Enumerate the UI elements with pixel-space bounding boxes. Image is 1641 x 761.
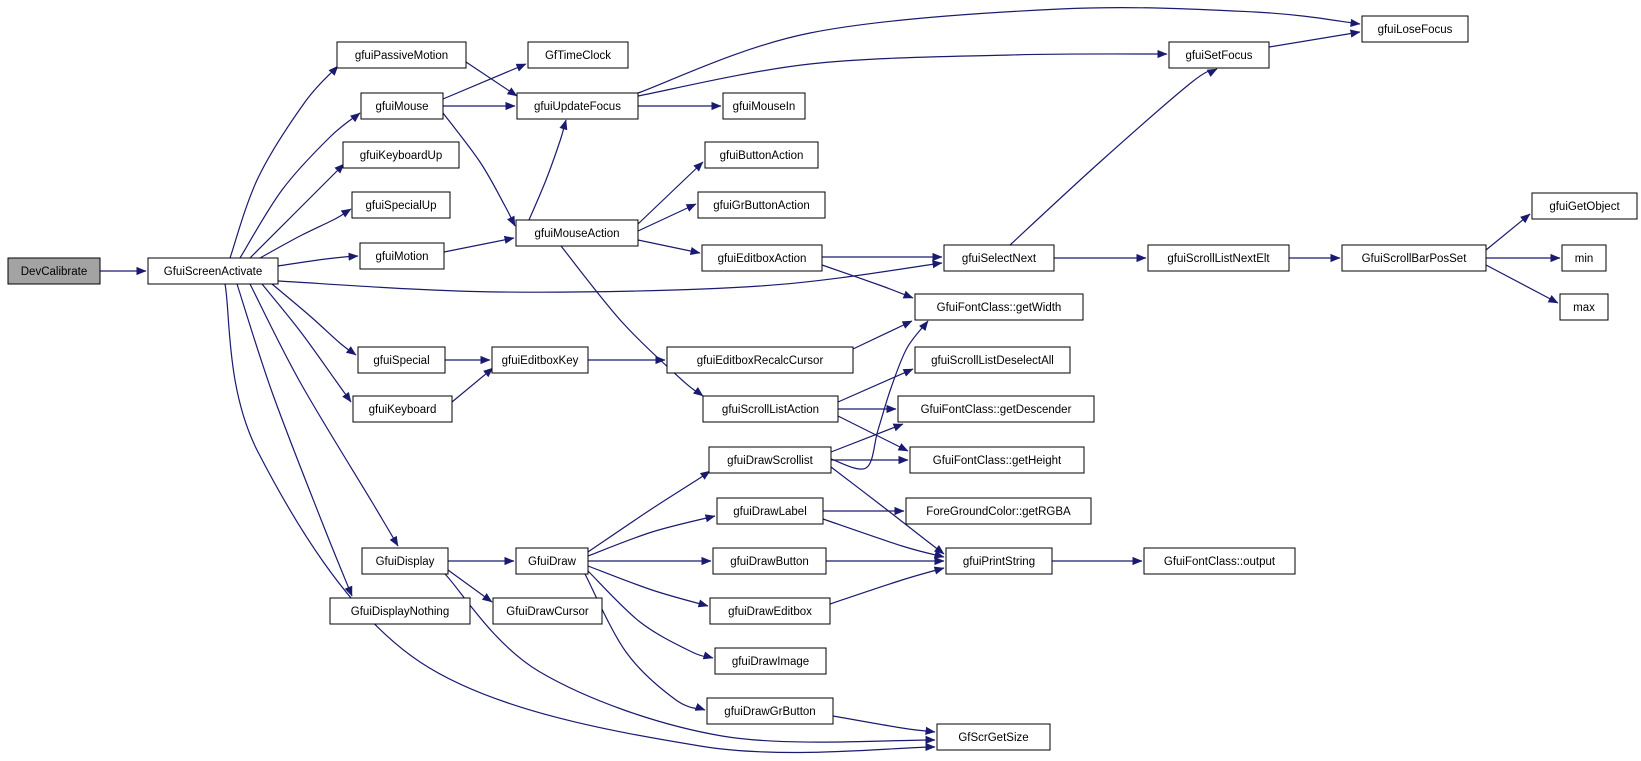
node-label-drawEditbox: gfuiDrawEditbox (728, 606, 812, 618)
node-label-drawImage: gfuiDrawImage (731, 656, 810, 668)
node-label-mouseAction: gfuiMouseAction (534, 228, 620, 240)
edge-recalcCursor-to-getWidth (853, 321, 912, 349)
edge-mouseAction-to-buttonAction (638, 162, 703, 224)
nodes-layer (8, 16, 1637, 750)
node-label-drawScrollist: gfuiDrawScrollist (727, 455, 813, 467)
node-specialUp[interactable] (352, 192, 450, 218)
node-mouse[interactable] (361, 93, 443, 119)
node-scrollListNextElt[interactable] (1148, 245, 1289, 271)
node-label-drawGrButton: gfuiDrawGrButton (724, 706, 816, 718)
node-drawEditbox[interactable] (710, 598, 830, 624)
edge-screen-to-passiveMotion (230, 66, 338, 258)
node-dev[interactable] (8, 258, 100, 284)
node-getDescender[interactable] (898, 396, 1094, 422)
node-label-getRGBA: ForeGroundColor::getRGBA (926, 506, 1071, 518)
node-updateFocus[interactable] (517, 93, 638, 119)
node-label-scrollListNextElt: gfuiScrollListNextElt (1167, 253, 1270, 265)
node-getHeight[interactable] (910, 447, 1084, 473)
node-drawCursor[interactable] (493, 598, 602, 624)
node-printString[interactable] (946, 548, 1052, 574)
edge-editboxAction-to-getWidth (822, 265, 913, 298)
node-grButtonAction[interactable] (698, 192, 825, 218)
node-passiveMotion[interactable] (337, 42, 466, 68)
node-label-printString: gfuiPrintString (962, 556, 1036, 568)
node-label-motion: gfuiMotion (375, 251, 429, 263)
node-label-setFocus: gfuiSetFocus (1185, 50, 1253, 62)
node-label-editboxAction: gfuiEditboxAction (717, 253, 807, 265)
node-drawImage[interactable] (715, 648, 826, 674)
node-scrGetSize[interactable] (937, 724, 1050, 750)
node-scrollListAction[interactable] (703, 396, 838, 422)
edge-drawLabel-to-printString (823, 519, 944, 557)
node-keyboardUp[interactable] (343, 142, 459, 168)
node-label-fontOutput: GfuiFontClass::output (1163, 556, 1276, 568)
node-label-specialUp: gfuiSpecialUp (365, 200, 437, 212)
node-label-scrGetSize: GfScrGetSize (958, 732, 1029, 744)
node-label-drawCursor: GfuiDrawCursor (506, 606, 589, 618)
edge-drawEditbox-to-printString (830, 568, 944, 604)
node-label-barPosSet: GfuiScrollBarPosSet (1361, 253, 1467, 265)
node-setFocus[interactable] (1169, 42, 1269, 68)
node-getRGBA[interactable] (906, 498, 1091, 524)
node-label-mouseIn: gfuiMouseIn (732, 101, 796, 113)
edge-screen-to-specialUp (260, 209, 351, 258)
node-display[interactable] (362, 548, 448, 574)
node-timeClock[interactable] (528, 42, 628, 68)
node-label-screen: GfuiScreenActivate (163, 266, 263, 278)
node-label-loseFocus: gfuiLoseFocus (1377, 24, 1453, 36)
node-selectNext[interactable] (944, 245, 1054, 271)
node-editboxKey[interactable] (492, 347, 588, 373)
node-label-drawButton: gfuiDrawButton (730, 556, 809, 568)
node-drawScrollist[interactable] (709, 447, 831, 473)
node-label-getHeight: GfuiFontClass::getHeight (932, 455, 1062, 467)
node-motion[interactable] (360, 243, 444, 269)
node-mouseIn[interactable] (723, 93, 805, 119)
node-special[interactable] (358, 347, 445, 373)
node-drawGrButton[interactable] (707, 698, 833, 724)
node-buttonAction[interactable] (705, 142, 818, 168)
node-label-special: gfuiSpecial (373, 355, 430, 367)
edge-draw-to-drawImage (588, 571, 713, 658)
node-deselectAll[interactable] (915, 347, 1070, 373)
edge-screen-to-motion (278, 256, 358, 266)
node-label-timeClock: GfTimeClock (544, 50, 612, 62)
edges-layer (100, 8, 1560, 753)
edge-barPosSet-to-getObject (1486, 214, 1530, 250)
node-label-selectNext: gfuiSelectNext (961, 253, 1037, 265)
node-drawLabel[interactable] (717, 498, 823, 524)
edge-selectNext-to-setFocus (1010, 69, 1217, 245)
node-label-drawLabel: gfuiDrawLabel (733, 506, 807, 518)
node-drawButton[interactable] (713, 548, 826, 574)
node-label-keyboardUp: gfuiKeyboardUp (359, 150, 443, 162)
node-label-grButtonAction: gfuiGrButtonAction (713, 200, 810, 212)
node-loseFocus[interactable] (1362, 16, 1468, 42)
edge-barPosSet-to-max (1486, 265, 1558, 303)
node-label-passiveMotion: gfuiPassiveMotion (354, 50, 449, 62)
node-recalcCursor[interactable] (667, 347, 853, 373)
edge-screen-to-keyboardUp (250, 164, 344, 258)
node-label-editboxKey: gfuiEditboxKey (501, 355, 579, 367)
edge-draw-to-drawEditbox (588, 566, 708, 606)
node-label-updateFocus: gfuiUpdateFocus (534, 101, 621, 113)
node-label-displayNothing: GfuiDisplayNothing (350, 606, 450, 618)
node-fontOutput[interactable] (1144, 548, 1295, 574)
edge-drawGrButton-to-scrGetSize (833, 716, 935, 732)
node-draw[interactable] (516, 548, 588, 574)
edge-mouseAction-to-editboxAction (638, 240, 700, 253)
edge-setFocus-to-loseFocus (1269, 32, 1360, 47)
edge-screen-to-keyboard (262, 284, 351, 402)
node-label-scrollListAction: gfuiScrollListAction (721, 404, 820, 416)
edge-draw-to-drawLabel (588, 516, 715, 556)
node-label-dev: DevCalibrate (20, 266, 88, 278)
edge-mouseAction-to-updateFocus (529, 120, 566, 220)
node-keyboard[interactable] (353, 396, 452, 422)
node-label-keyboard: gfuiKeyboard (368, 404, 437, 416)
node-label-min: min (1574, 253, 1594, 265)
edge-updateFocus-to-setFocus (638, 54, 1167, 96)
node-label-mouse: gfuiMouse (375, 101, 429, 113)
node-editboxAction[interactable] (702, 245, 822, 271)
edge-screen-to-special (272, 284, 356, 355)
node-label-getDescender: GfuiFontClass::getDescender (920, 404, 1072, 416)
node-min[interactable] (1562, 245, 1606, 271)
edge-draw-to-drawGrButton (585, 574, 705, 710)
node-label-buttonAction: gfuiButtonAction (719, 150, 804, 162)
node-label-deselectAll: gfuiScrollListDeselectAll (931, 355, 1054, 367)
node-screen[interactable] (148, 258, 278, 284)
node-label-getObject: gfuiGetObject (1549, 201, 1620, 213)
edge-drawScrollist-to-getDescender (831, 424, 903, 452)
node-mouseAction[interactable] (516, 220, 638, 246)
edge-motion-to-mouseAction (444, 238, 514, 252)
node-label-recalcCursor: gfuiEditboxRecalcCursor (696, 355, 824, 367)
node-label-max: max (1573, 302, 1595, 314)
node-label-draw: GfuiDraw (528, 556, 576, 568)
node-displayNothing[interactable] (330, 598, 470, 624)
node-max[interactable] (1560, 294, 1608, 320)
edge-mouse-to-mouseAction (443, 113, 515, 226)
edge-mouseAction-to-grButtonAction (638, 204, 696, 231)
node-getObject[interactable] (1532, 193, 1637, 219)
node-getWidth[interactable] (915, 294, 1083, 320)
edge-keyboard-to-editboxKey (452, 368, 493, 402)
node-barPosSet[interactable] (1342, 245, 1486, 271)
node-label-getWidth: GfuiFontClass::getWidth (936, 302, 1062, 314)
edge-draw-to-drawScrollist (588, 471, 710, 552)
node-label-display: GfuiDisplay (375, 556, 435, 568)
